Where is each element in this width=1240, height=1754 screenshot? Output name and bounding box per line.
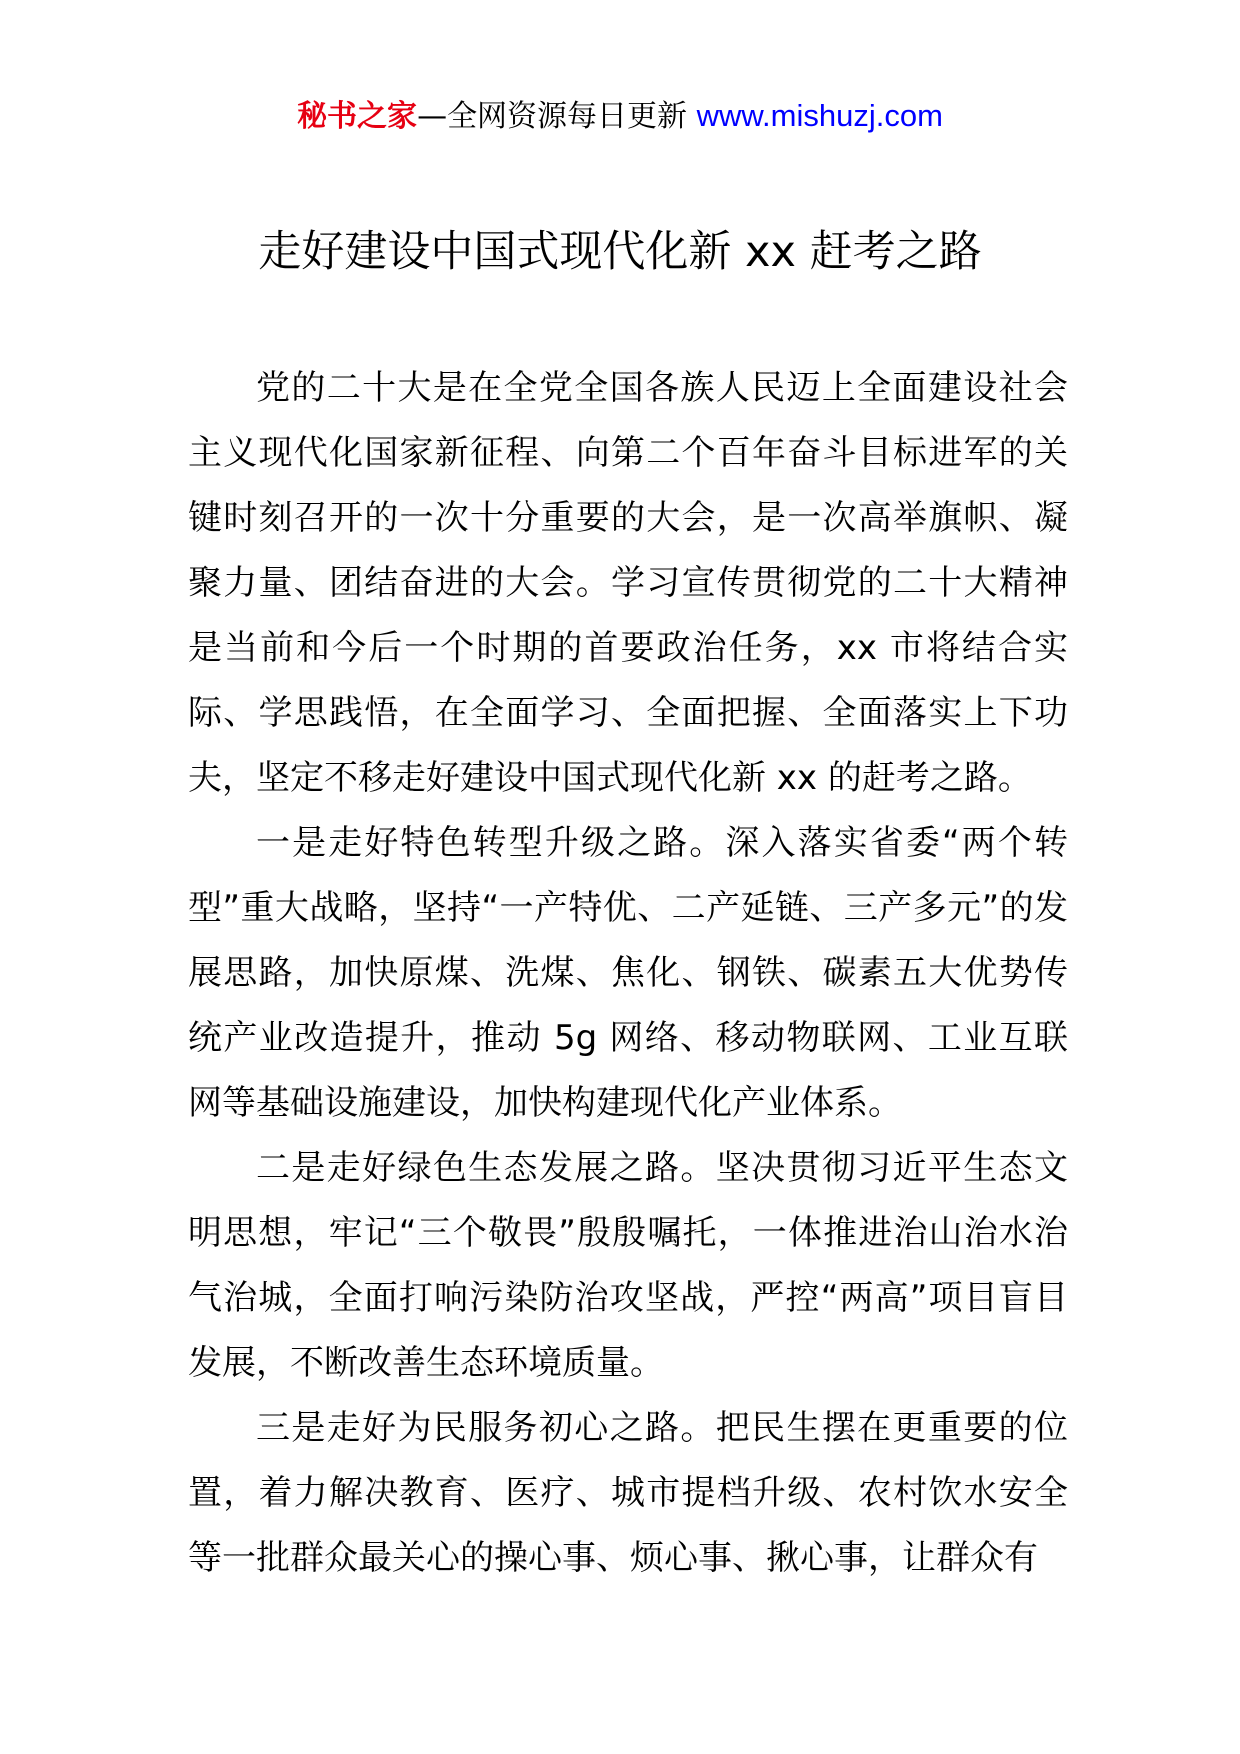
- site-header: [0, 96, 1240, 137]
- document-body: [188, 356, 1068, 1591]
- body-paragraph: 二是走好绿色生态发展之路。坚决贯彻习近平生态文明思想，牢记“三个敬畏”殷殷嘱托，一体推进治山治水治气治城，全面打响污染防治攻坚战，严控“两高”项目盲目发展，不断改善生态环境质量。: [188, 1148, 1068, 1383]
- header-tagline: —全网资源每日更新: [417, 99, 697, 134]
- brand-name: 秘书之家: [297, 99, 418, 134]
- site-url-link[interactable]: www.mishuzj.com: [696, 98, 943, 133]
- body-paragraph: 三是走好为民服务初心之路。把民生摆在更重要的位置，着力解决教育、医疗、城市提档升级、农村饮水安全等一批群众最关心的操心事、烦心事、揪心事，让群众有: [188, 1408, 1068, 1578]
- body-paragraph: 党的二十大是在全党全国各族人民迈上全面建设社会主义现代化国家新征程、向第二个百年奋斗目标进军的关键时刻召开的一次十分重要的大会，是一次高举旗帜、凝聚力量、团结奋进的大会。学习宣传贯彻党的二十大精神是当前和今后一个时期的首要政治任务，xx 市将结合实际、学思践悟，在全面学习、全面把握、全面落实上下功夫，坚定不移走好建设中国式现代化新 xx 的赶考之路。: [188, 368, 1068, 798]
- document-title: 走好建设中国式现代化新 xx 赶考之路: [258, 227, 982, 277]
- body-paragraph: 一是走好特色转型升级之路。深入落实省委“两个转型”重大战略，坚持“一产特优、二产延链、三产多元”的发展思路，加快原煤、洗煤、焦化、钢铁、碳素五大优势传统产业改造提升，推动 5g 网络、移动物联网、工业互联网等基础设施建设，加快构建现代化产业体系。: [188, 823, 1068, 1123]
